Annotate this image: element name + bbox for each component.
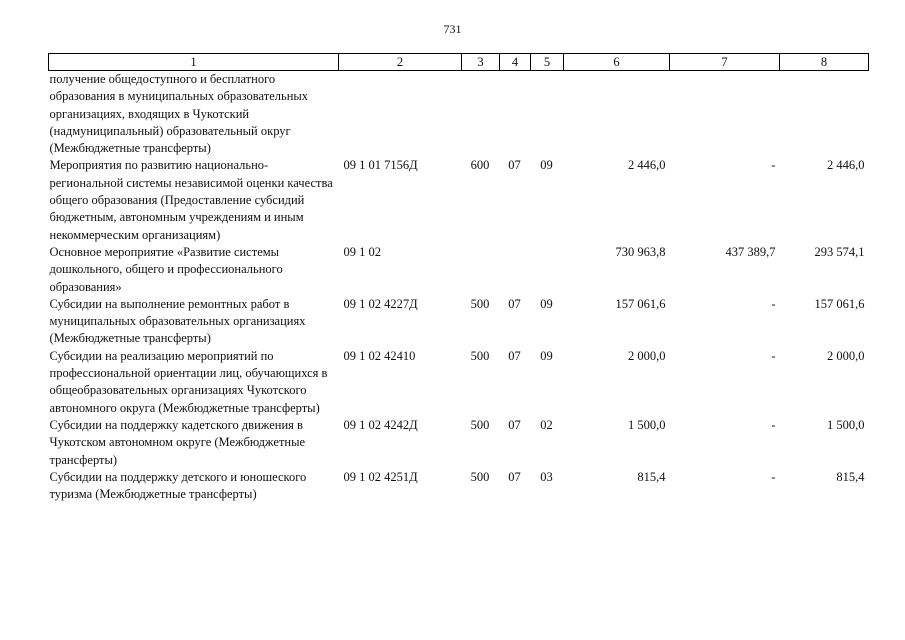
row-col-6: 157 061,6: [615, 296, 666, 311]
row-code: 09 1 01 7156Д: [343, 158, 418, 173]
row-col-3: 600: [470, 158, 490, 173]
row-col-6: 815,4: [637, 469, 666, 484]
row-col-5: 03: [540, 469, 553, 484]
column-header-1: 1: [49, 54, 339, 71]
row-col-4: 07: [508, 158, 521, 173]
row-code: 09 1 02 42410: [343, 348, 416, 363]
row-col-8: 815,4: [836, 469, 865, 484]
table-header: [49, 54, 869, 71]
row-col-6: 2 000,0: [628, 348, 666, 363]
column-header-5: 5: [531, 54, 564, 71]
row-col-7: [670, 71, 780, 158]
row-code: 09 1 02 4227Д: [343, 296, 418, 311]
row-col-3: 500: [470, 348, 490, 363]
row-col-4: [500, 71, 531, 158]
header-row: [49, 54, 869, 71]
row-col-3: 500: [470, 296, 490, 311]
row-col-5: [531, 244, 564, 296]
row-code: 09 1 02: [343, 244, 381, 259]
row-col-3: 500: [470, 417, 490, 432]
row-col-8: 2 446,0: [827, 158, 865, 173]
table-row: [49, 296, 869, 348]
table-row: [49, 71, 869, 158]
table-row: [49, 469, 869, 504]
row-col-6: 730 963,8: [615, 244, 666, 259]
row-col-4: 07: [508, 296, 521, 311]
row-col-8: 1 500,0: [827, 417, 865, 432]
row-col-5: 09: [540, 348, 553, 363]
row-code: [339, 71, 462, 158]
row-col-4: 07: [508, 469, 521, 484]
table-row: [49, 157, 869, 243]
column-header-6: 6: [564, 54, 670, 71]
row-description: Субсидии на реализацию мероприятий по профессиональной ориентации лиц, обучающихся в общеобразовательных организациях Чукотского автономного округа (Межбюджетные трансферты): [49, 348, 328, 415]
row-code: 09 1 02 4242Д: [343, 417, 418, 432]
row-col-8: 2 000,0: [827, 348, 865, 363]
column-header-2: 2: [339, 54, 462, 71]
row-col-6: 1 500,0: [628, 417, 666, 432]
budget-table: [48, 53, 869, 503]
row-col-6: [564, 71, 670, 158]
row-col-4: 07: [508, 417, 521, 432]
page-number: 731: [443, 22, 462, 36]
row-col-3: [462, 244, 500, 296]
row-col-5: 09: [540, 158, 553, 173]
row-col-4: 07: [508, 348, 521, 363]
row-col-5: 02: [540, 417, 553, 432]
table-row: [49, 244, 869, 296]
table-body: [49, 71, 869, 504]
column-header-8: 8: [780, 54, 869, 71]
row-col-7: -: [771, 417, 776, 432]
row-col-7: -: [771, 158, 776, 173]
row-col-7: -: [771, 348, 776, 363]
row-description: Субсидии на поддержку кадетского движения в Чукотском автономном округе (Межбюджетные трансферты): [49, 417, 306, 467]
table-row: [49, 417, 869, 469]
row-description: Субсидии на выполнение ремонтных работ в муниципальных образовательных организациях (Межбюджетные трансферты): [49, 296, 306, 346]
row-col-6: 2 446,0: [628, 158, 666, 173]
row-col-3: [462, 71, 500, 158]
column-header-3: 3: [462, 54, 500, 71]
row-col-7: -: [771, 296, 776, 311]
row-description: получение общедоступного и бесплатного образования в муниципальных образовательных организациях, входящих в Чукотский (надмуниципальный) образовательный округ (Межбюджетные трансферты): [49, 72, 309, 156]
row-col-5: [531, 71, 564, 158]
row-col-8: [780, 71, 869, 158]
row-col-8: 157 061,6: [814, 296, 865, 311]
column-header-4: 4: [500, 54, 531, 71]
row-col-7: -: [771, 469, 776, 484]
row-description: Мероприятия по развитию национально-региональной системы независимой оценки качества общего образования (Предоставление субсидий бюджетным, автономным учреждениям и иным некоммерческим организациям): [49, 158, 333, 242]
row-col-8: 293 574,1: [814, 244, 865, 259]
row-description: Субсидии на поддержку детского и юношеского туризма (Межбюджетные трансферты): [49, 469, 307, 502]
row-col-5: 09: [540, 296, 553, 311]
row-col-4: [500, 244, 531, 296]
row-description: Основное мероприятие «Развитие системы дошкольного, общего и профессионального образования»: [49, 244, 283, 294]
row-col-3: 500: [470, 469, 490, 484]
column-header-7: 7: [670, 54, 780, 71]
row-col-7: 437 389,7: [725, 244, 776, 259]
table-row: [49, 348, 869, 417]
row-code: 09 1 02 4251Д: [343, 469, 418, 484]
